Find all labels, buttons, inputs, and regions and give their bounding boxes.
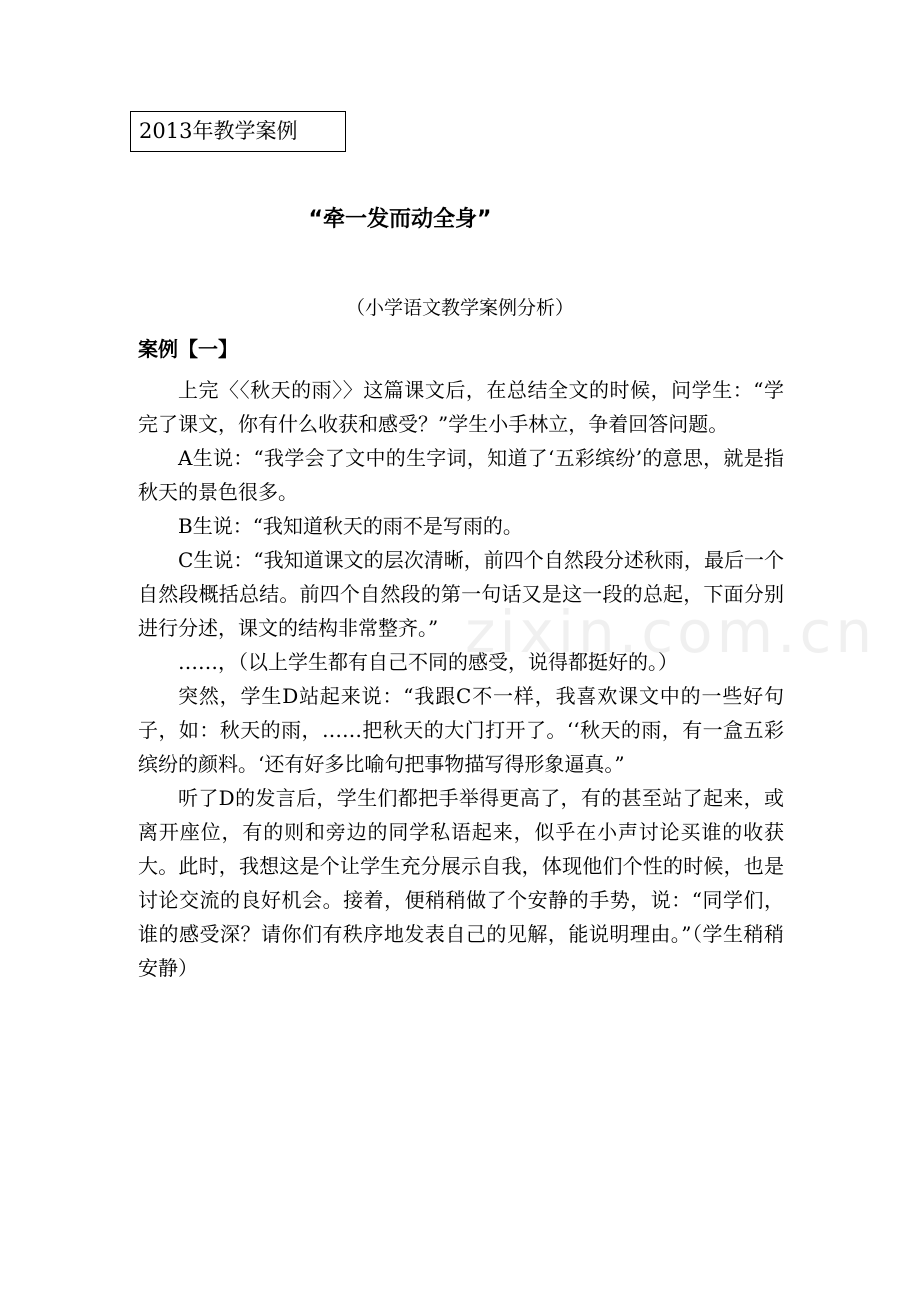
watermark: zixin.com.cn: [465, 598, 877, 666]
paragraph-1: 上完〈〈秋天的雨〉〉这篇课文后，在总结全文的时候，问学生：“学完了课文，你有什么收获和感受？”学生小手林立，争着回答问题。: [138, 378, 784, 436]
document-body: [138, 373, 784, 985]
year-label-box: [130, 111, 346, 152]
paragraph-4: C生说：“我知道课文的层次清晰，前四个自然段分述秋雨，最后一个自然段概括总结。前四个自然段的第一句话又是这一段的总起，下面分别进行分述，课文的结构非常整齐。”: [138, 548, 784, 640]
paragraph-2: A生说：“我学会了文中的生字词，知道了‘五彩缤纷’的意思，就是指秋天的景色很多。: [138, 446, 784, 504]
section-heading: 案例【一】: [138, 337, 238, 361]
document-subtitle: （小学语文教学案例分析）: [345, 297, 574, 319]
paragraph-7: 听了D的发言后，学生们都把手举得更高了，有的甚至站了起来，或离开座位，有的则和旁边的同学私语起来，似乎在小声讨论买谁的收获大。此时，我想这是个让学生充分展示自我，体现他们个性的时候，也是讨论交流的良好机会。接着，便稍稍做了个安静的手势，说：“同学们，谁的感受深？请你们有秩序地发表自己的见解，能说明理由。”（学生稍稍安静）: [138, 786, 784, 980]
paragraph-3: B生说：“我知道秋天的雨不是写雨的。: [178, 514, 523, 538]
year-label: 2013年教学案例: [139, 119, 298, 143]
document-title: “牵一发而动全身”: [308, 207, 492, 232]
paragraph-6: 突然，学生D站起来说：“我跟C不一样，我喜欢课文中的一些好句子，如：秋天的雨，……把秋天的大门打开了。‘‘秋天的雨，有一盒五彩缤纷的颜料。‘还有好多比喻句把事物描写得形象逼真。”: [138, 684, 784, 776]
paragraph-5: ……，（以上学生都有自己不同的感受，说得都挺好的。）: [178, 650, 678, 674]
